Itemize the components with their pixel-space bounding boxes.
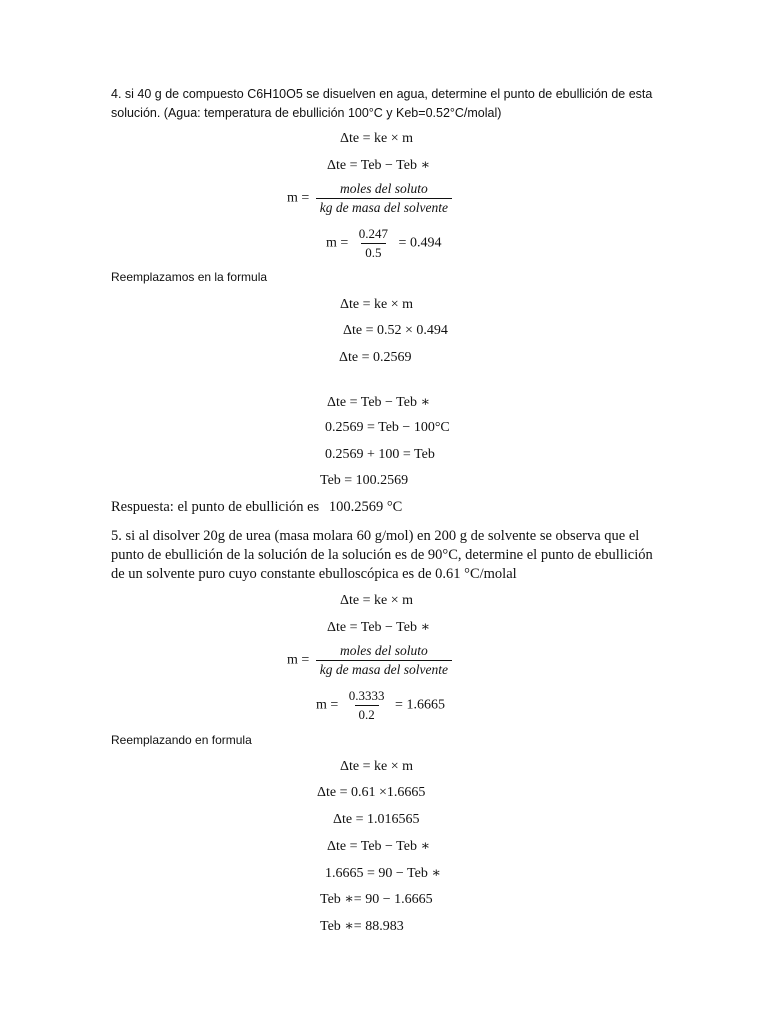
p4-molality-frac: [316, 181, 452, 216]
p4-equation-1: Δte = ke × m: [340, 131, 414, 146]
p5-equation-2: Δte = Teb − Teb ∗: [327, 620, 430, 635]
p4-m-denominator: 0.5: [361, 243, 385, 261]
p5-frac-denominator: kg de masa del solvente: [316, 660, 452, 678]
problem-5-statement: 5. si al disolver 20g de urea (masa molara 60 g/mol) en 200 g de solvente se observa que el punto de ebullición de la solución de la solución es de 90°C, determine el punto de ebullición de un solvente puro cuyo constante ebulloscópica es de 0.61 °C/molal: [111, 528, 653, 582]
p5-equation-6: Δte = Teb − Teb ∗: [327, 839, 430, 854]
p5-molality-lhs: m =: [287, 652, 310, 668]
p5-equation-9: Teb ∗= 88.983: [320, 919, 404, 934]
p4-m-lhs: m =: [326, 235, 349, 251]
p4-frac-denominator: kg de masa del solvente: [316, 198, 452, 216]
p4-m-rhs: = 0.494: [398, 235, 442, 251]
p4-m-numerator: 0.247: [358, 226, 389, 241]
p5-equation-4: Δte = 0.61 ×1.6665: [317, 785, 426, 800]
p4-equation-7: 0.2569 = Teb − 100°C: [325, 420, 450, 435]
p5-equation-8: Teb ∗= 90 − 1.6665: [320, 892, 433, 907]
p5-molality-fraction: [287, 643, 455, 678]
p4-molality-value: [326, 226, 441, 261]
p4-frac-numerator: moles del soluto: [340, 181, 428, 196]
p4-replace-heading: Reemplazamos en la formula: [111, 270, 268, 284]
p5-equation-1: Δte = ke × m: [340, 593, 414, 608]
p4-equation-5: Δte = 0.2569: [339, 350, 412, 365]
p5-m-rhs: = 1.6665: [395, 697, 445, 713]
p4-molality-lhs: m =: [287, 190, 310, 206]
p5-molality-value: [316, 688, 445, 723]
p4-m-frac: [355, 226, 392, 261]
p4-equation-3: Δte = ke × m: [340, 297, 414, 312]
problem-4-statement: 4. si 40 g de compuesto C6H10O5 se disuelven en agua, determine el punto de ebullición de esta solución. (Agua: temperatura de ebullición 100°C y Keb=0.52°C/molal): [111, 87, 653, 120]
p4-equation-8: 0.2569 + 100 = Teb: [325, 447, 435, 462]
p4-answer-value: 100.2569 °C: [328, 499, 403, 515]
p5-replace-heading: Reemplazando en formula: [111, 733, 252, 747]
p5-m-numerator: 0.3333: [348, 688, 385, 703]
p4-equation-2: Δte = Teb − Teb ∗: [327, 158, 430, 173]
p5-m-frac: [345, 688, 389, 723]
p4-equation-9: Teb = 100.2569: [320, 473, 409, 488]
p4-molality-fraction: [287, 181, 455, 216]
p5-frac-numerator: moles del soluto: [340, 643, 428, 658]
p4-equation-6: Δte = Teb − Teb ∗: [327, 395, 430, 410]
p5-m-lhs: m =: [316, 697, 339, 713]
p5-equation-7: 1.6665 = 90 − Teb ∗: [325, 866, 441, 881]
p5-molality-frac: [316, 643, 452, 678]
p4-answer-text: Respuesta: el punto de ebullición es: [111, 499, 320, 515]
p5-equation-5: Δte = 1.016565: [333, 812, 420, 827]
p5-equation-3: Δte = ke × m: [340, 759, 414, 774]
p4-equation-4: Δte = 0.52 × 0.494: [343, 323, 448, 338]
p4-answer: [111, 499, 402, 516]
p5-m-denominator: 0.2: [355, 705, 379, 723]
